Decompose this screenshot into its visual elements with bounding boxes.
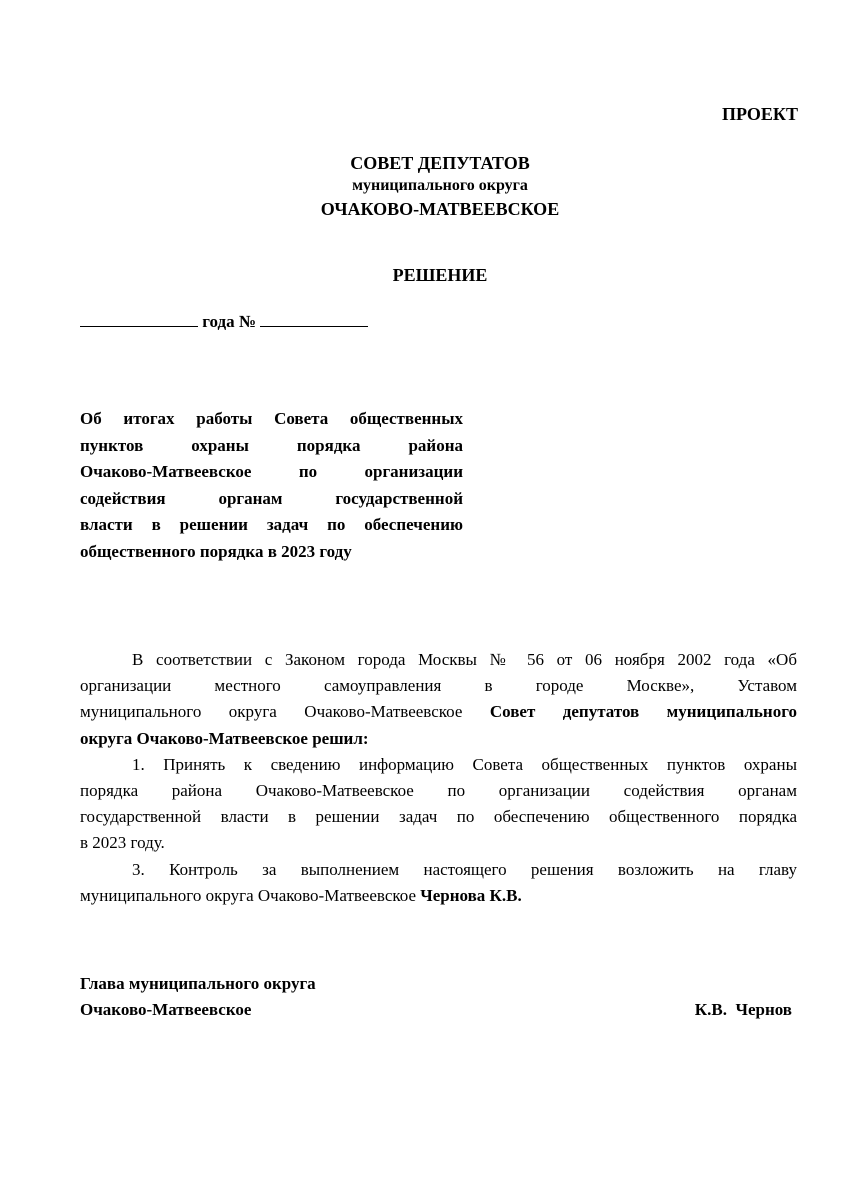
date-blank xyxy=(80,312,198,327)
council-decided-text: Совет депутатов муниципального xyxy=(489,702,797,722)
decision-title: РЕШЕНИЕ xyxy=(392,265,488,285)
subject-line: Об итогах работы Совета общественных xyxy=(80,409,463,428)
item-1-line: порядка района Очаково-Матвеевское по организации содействия органам xyxy=(80,780,797,800)
body-line: В соответствии с Законом города Москвы № 56 от 06 ноября 2002 года «Об xyxy=(132,650,797,669)
decision-subject xyxy=(80,406,463,565)
date-number-line xyxy=(80,312,368,332)
signatory-name: К.В. Чернов xyxy=(694,1000,792,1019)
item-1-line: 1. Принять к сведению информацию Совета общественных пунктов охраны xyxy=(132,754,797,774)
signatory-title-line: Очаково-Матвеевское xyxy=(80,1000,252,1019)
document-header xyxy=(0,151,848,221)
body-text: муниципального округа Очаково-Матвеевское xyxy=(80,702,490,722)
header-district-name: ОЧАКОВО-МАТВЕЕВСКОЕ xyxy=(320,199,560,219)
number-blank xyxy=(260,312,368,327)
item-3-line: 3. Контроль за выполнением настоящего решения возложить на главу xyxy=(132,859,797,879)
subject-line: власти в решении задач по обеспечению xyxy=(80,515,463,534)
item-1-line: в 2023 году. xyxy=(80,833,165,853)
date-number-label: года № xyxy=(198,312,261,331)
signatory-title xyxy=(80,971,316,1023)
decision-body xyxy=(80,647,797,909)
subject-line: Очаково-Матвеевское по организации xyxy=(80,462,463,481)
signatory-title-line: Глава муниципального округа xyxy=(80,974,316,993)
subject-line: пунктов охраны порядка района xyxy=(80,435,463,455)
council-decided-text: округа Очаково-Матвеевское решил: xyxy=(80,728,369,748)
body-text: муниципального округа Очаково-Матвеевское xyxy=(80,885,421,905)
item-3-line xyxy=(80,883,797,909)
subject-line: содействия органам государственной xyxy=(80,488,463,508)
draft-stamp: ПРОЕКТ xyxy=(722,104,798,124)
item-1-line: государственной власти в решении задач по обеспечению общественного порядка xyxy=(80,807,797,827)
body-line xyxy=(80,699,797,725)
header-district-label: муниципального округа xyxy=(352,177,528,194)
responsible-person: Чернова К.В. xyxy=(420,885,522,905)
subject-line: общественного порядка в 2023 году xyxy=(80,541,352,561)
header-council: СОВЕТ ДЕПУТАТОВ xyxy=(350,153,530,173)
body-line: организации местного самоуправления в городе Москве», Уставом xyxy=(80,676,797,696)
